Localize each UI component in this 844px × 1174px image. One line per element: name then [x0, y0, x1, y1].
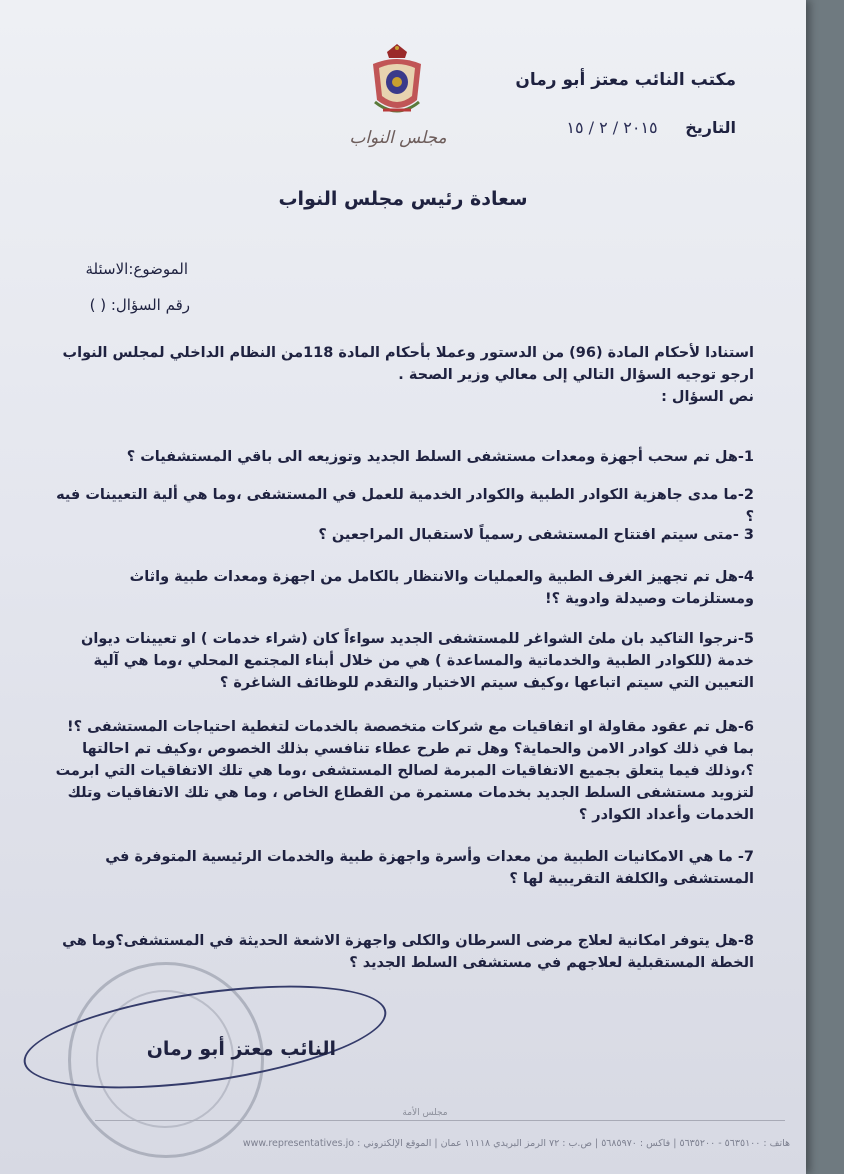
- intro-line: استنادا لأحكام المادة (96) من الدستور وعملا بأحكام المادة 118من النظام الداخلي لمجلس النواب: [62, 345, 754, 361]
- council-signature-mark: مجلس النواب: [349, 128, 447, 148]
- footer-website: www.representatives.jo: [242, 1138, 355, 1149]
- date-label: التاريخ: [685, 118, 736, 137]
- question-number-label: رقم السؤال:: [110, 296, 190, 314]
- question-item-6: 6-هل تم عقود مقاولة او اتفاقيات مع شركات متخصصة بالخدمات لتغطية احتياجات المستشفى ؟! بما في ذلك كوادر الامن والحماية؟ وهل تم طرح عطاء تنافسي بذلك الخصوص ،وكيف تم احالتها ؟،وذلك فيما يتعلق بجميع الاتفاقيات المبرمة لصالح المستشفى ،وما هي تلك الاتفاقيات التي ابرمت لتزويد مستشفى السلط الجديد بخدمات مستمرة من القطاع الخاص ، وما هي تلك الاتفاقيات وتلك الخدمات وأعداد الكوادر ؟: [55, 719, 754, 823]
- question-item-7: 7- ما هي الامكانيات الطبية من معدات وأسرة واجهزة طبية والخدمات الرئيسية المتوفرة في المستشفى والكلفة التقريبية لها ؟: [105, 849, 754, 887]
- footer-org-name: مجلس الأمة: [402, 1108, 448, 1118]
- signature-name: النائب معتز أبو رمان: [146, 1038, 336, 1060]
- question-item-2: 2-ما مدى جاهزية الكوادر الطبية والكوادر الخدمية للعمل في المستشفى ،وما هي ألية التعيينات فيه ؟: [56, 487, 754, 525]
- question-item-8: 8-هل يتوفر امكانية لعلاج مرضى السرطان والكلى واجهزة الاشعة الحديثة في المستشفى؟وما هي الخطة المستقبلية لعلاجهم في مستشفى السلط الجديد ؟: [62, 933, 754, 971]
- footer-divider: [95, 1120, 785, 1121]
- intro-paragraph: [54, 342, 754, 408]
- addressee: سعادة رئيس مجلس النواب: [278, 188, 528, 210]
- subject-line: [18, 260, 188, 278]
- footer-contact: [90, 1138, 790, 1149]
- question-item-3: 3 -متى سيتم افتتاح المستشفى رسمياً لاستقبال المراجعين ؟: [318, 527, 754, 543]
- subject-value: الاسئلة: [85, 260, 129, 278]
- question-item-4: 4-هل تم تجهيز الغرف الطبية والعمليات والانتظار بالكامل من اجهزة ومعدات طبية واثاث ومستلزمات وصيدلة وادوية ؟!: [129, 569, 754, 607]
- question-text-heading: نص السؤال :: [661, 389, 754, 405]
- date-row: [416, 118, 736, 137]
- date-value: ٢٠١٥ / ٢ / ١٥: [566, 118, 658, 137]
- question-item-5: 5-نرجوا التاكيد بان ملئ الشواغر للمستشفى الجديد سواءاً كان (شراء خدمات ) او تعيينات ديوان خدمة (للكوادر الطبية والخدماتية والمساعدة ) هي من خلال أبناء المجتمع المحلي ،وما هي آلية التعيين التي سيتم اتباعها ،وكيف سيتم الاختيار والتقدم للوظائف الشاغرة ؟: [81, 631, 754, 691]
- question-number-value: ( ): [89, 296, 107, 314]
- subject-label: الموضوع:: [128, 260, 188, 278]
- intro-line: ارجو توجيه السؤال التالي إلى معالي وزير الصحة .: [398, 367, 754, 383]
- office-heading: مكتب النائب معتز أبو رمان: [515, 70, 736, 90]
- question-number-line: [10, 296, 190, 314]
- question-item-1: 1-هل تم سحب أجهزة ومعدات مستشفى السلط الجديد وتوزيعه الى باقي المستشفيات ؟: [126, 449, 754, 465]
- footer-contact-details: هاتف : ٥٦٣٥١٠٠ - ٥٦٣٥٢٠٠ | فاكس : ٥٦٨٥٩٧٠ | ص.ب : ٧٢ الرمز البريدي ١١١١٨ عمان | الموقع الإلكتروني :: [357, 1138, 790, 1149]
